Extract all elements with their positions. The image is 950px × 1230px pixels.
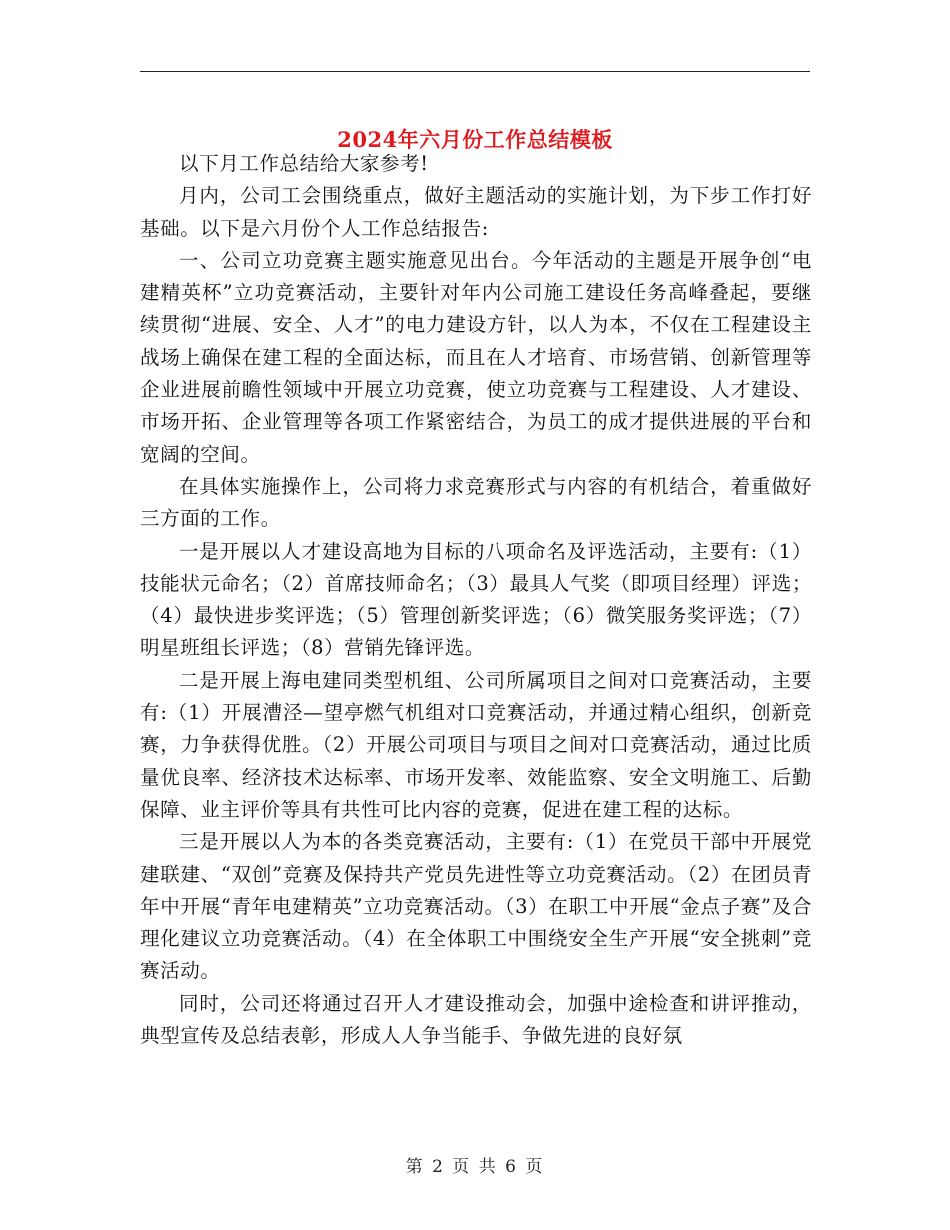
paragraph-item-two: 二是开展上海电建同类型机组、公司所属项目之间对口竞赛活动，主要有:（1）开展漕泾—望亭燃气机组对口竞赛活动，并通过精心组织，创新竞赛，力争获得优胜。（2）开展公司项目与项目之间对口竞赛活动，通过比质量优良率、经济技术达标率、市场开发率、效能监察、安全文明施工、后勤保障、业主评价等具有共性可比内容的竞赛，促进在建工程的达标。: [140, 668, 812, 821]
document-body: [140, 148, 812, 1052]
paragraph-implementation: 在具体实施操作上，公司将力求竞赛形式与内容的有机结合，着重做好三方面的工作。: [140, 474, 812, 531]
paragraph-item-one: 一是开展以人才建设高地为目标的八项命名及评选活动，主要有:（1）技能状元命名；（2）首席技师命名；（3）最具人气奖（即项目经理）评选；（4）最快进步奖评选；（5）管理创新奖评选；（6）微笑服务奖评选；（7）明星班组长评选；（8）营销先锋评选。: [140, 539, 812, 660]
header-rule: [140, 71, 810, 72]
paragraph-item-three: 三是开展以人为本的各类竞赛活动，主要有:（1）在党员干部中开展党建联建、“双创”竞赛及保持共产党员先进性等立功竞赛活动。（2）在团员青年中开展“青年电建精英”立功竞赛活动。（3）在职工中开展“金点子赛”及合理化建议立功竞赛活动。（4）在全体职工中围绕安全生产开展“安全挑刺”竞赛活动。: [140, 830, 812, 983]
paragraph-intro: 以下月工作总结给大家参考!: [179, 152, 429, 175]
paragraph-overview: 月内，公司工会围绕重点，做好主题活动的实施计划，为下步工作打好基础。以下是六月份个人工作总结报告:: [140, 184, 812, 240]
paragraph-section-one: 一、公司立功竞赛主题实施意见出台。今年活动的主题是开展争创“电建精英杯”立功竞赛活动，主要针对年内公司施工建设任务高峰叠起，要继续贯彻“进展、安全、人才”的电力建设方针，以人为本，不仅在工程建设主战场上确保在建工程的全面达标，而且在人才培育、市场营销、创新管理等企业进展前瞻性领域中开展立功竞赛，使立功竞赛与工程建设、人才建设、市场开拓、企业管理等各项工作紧密结合，为员工的成才提供进展的平台和宽阔的空间。: [140, 248, 812, 466]
paragraph-closing: 同时，公司还将通过召开人才建设推动会，加强中途检查和讲评推动，典型宣传及总结表彰，形成人人争当能手、争做先进的良好氛: [140, 991, 812, 1048]
page-number: 第 2 页 共 6 页: [405, 1157, 545, 1177]
document-title: 2024年六月份工作总结模板: [337, 127, 613, 153]
